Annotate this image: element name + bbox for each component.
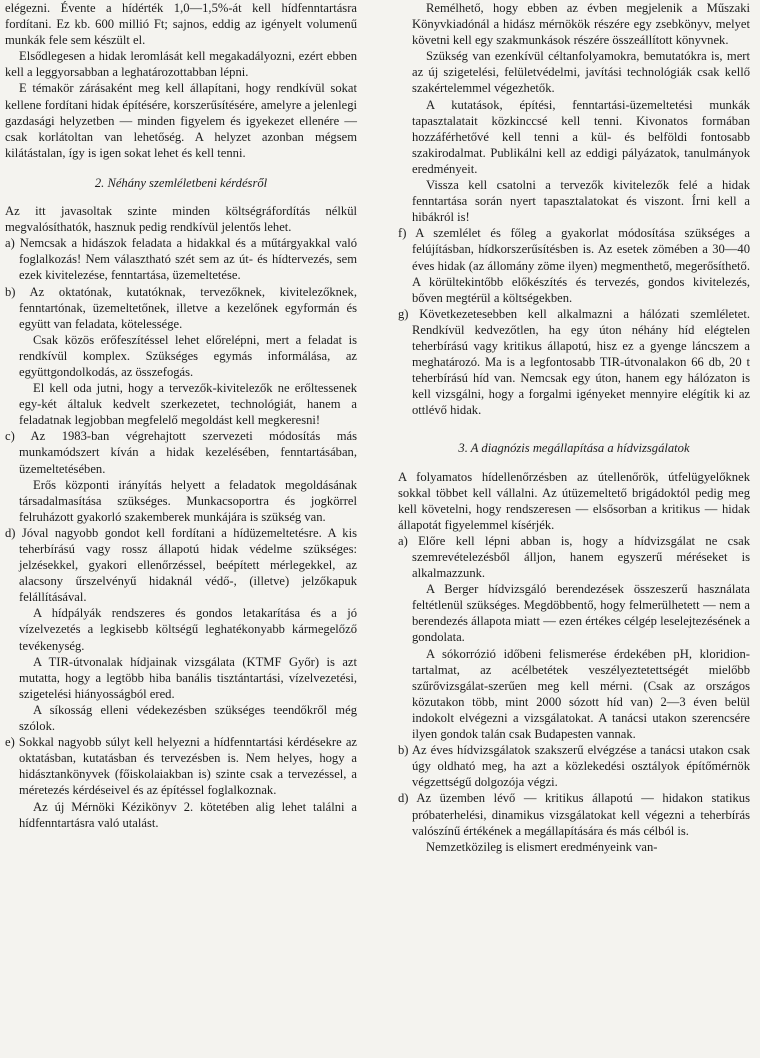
paragraph: Vissza kell csatolni a tervezők kivitelezők felé a hidak fenntartása során nyert tapasztalatokat és viszont. Írni kell a hibákról is! — [412, 178, 750, 225]
paragraph: El kell oda jutni, hogy a tervezők-kivitelezők ne erőltessenek egy-két általuk kedvelt szerkezetet, technológiát, hanem a feladatnak legjobban megfelelő megoldást kell megkeresni! — [19, 381, 357, 428]
right-column — [398, 0, 750, 855]
list-item: d) Az üzemben lévő — kritikus állapotú — hidakon statikus próbaterhelési, dinamikus vizsgálatokat kell végezni a teherbírás valószínű értékének a megállapítására és más célból is. — [398, 791, 750, 838]
paragraph: E témakör zárásaként meg kell állapítani, hogy rendkívül sokat kellene fordítani hidak építésére, korszerűsítésére, amelyre a jelenlegi gazdasági helyzetben — minden figyelem és igyekezet ellenére — csak korlátoltan van lehetőség. A helyzet azonban mégsem kilátástalan, így is igen sokat lehet és kell tenni. — [5, 81, 357, 160]
list-item: a) Nemcsak a hidászok feladata a hidakkal és a műtárgyakkal való foglalkozás! Nem választható szét sem az út- és hídtervezés, sem ezek kivitelezése, fenntartása, üzemeltetése. — [5, 236, 357, 283]
paragraph: A Berger hídvizsgáló berendezések összeszerű használata feltétlenül szükséges. Megdöbbentő, hogy felmerülhetett — nem a berendezés állapota miatt — ezen értékes célgép leselejtezésének a gondolata. — [412, 582, 750, 645]
paragraph: Csak közös erőfeszítéssel lehet előrelépni, mert a feladat is rendkívül komplex. Szükséges egymás informálása, az együttgondolkodás, az összefogás. — [19, 332, 357, 379]
section-heading: 2. Néhány szemléletbeni kérdésről — [94, 175, 268, 190]
paragraph: Erős központi irányítás helyett a feladatok megoldásának társadalmasítása szükséges. Munkacsoportra és jogkörrel felruházott gyakorló szakemberek munkájára is szükség van. — [19, 477, 357, 524]
paragraph: elégezni. Évente a hídérték 1,0—1,5%-át kell hídfenntartásra fordítani. Ez kb. 600 millió Ft; sajnos, eddig az igényelt volumenű munkák fele sem készült el. — [5, 1, 357, 48]
paragraph: Nemzetközileg is elismert eredményeink van- — [426, 839, 658, 854]
list-item: e) Sokkal nagyobb súlyt kell helyezni a hídfenntartási kérdésekre az oktatásban, kutatásban és tervezésben is. Nem helyes, hogy a hidásztankönyvek (főiskolaiakban is) szinte csak a tervezéssel, a méretezés kérdéseivel és az építéssel foglalkoznak. — [5, 735, 357, 798]
paragraph: A folyamatos hídellenőrzésben az útellenőrök, útfelügyelőknek sokkal többet kell vállalni. Az útüzemeltető brigádoktól pedig meg kell követelni, hogy rendszeresen — elsősorban a kritikus — hidak állapotát figyelemmel kísérjék. — [398, 469, 750, 532]
paragraph: A hídpályák rendszeres és gondos letakarítása és a jó vízelvezetés a legkisebb költségű leghatékonyabb kármegelőző tevékenység. — [19, 606, 357, 653]
list-item: f) A szemlélet és főleg a gyakorlat módosítása szükséges a felújításban, hídkorszerűsítésben is. Az esetek zömében a 30—40 éves hidak (az állomány zöme ilyen) megmenthető, megerősíthető. A körültekintőbb előkészítés és tervezés, gondos kivitelezés, bőven megtérül a költségekben. — [398, 226, 750, 305]
list-item: b) Az éves hídvizsgálatok szakszerű elvégzése a tanácsi utakon csak úgy oldható meg, ha azt a közlekedési osztályok építőmérnök végzettségű dolgozója végzi. — [398, 743, 750, 790]
paragraph: A síkosság elleni védekezésben szükséges teendőkről még szólok. — [19, 702, 357, 734]
paragraph: A kutatások, építési, fenntartási-üzemeltetési munkák tapasztalatait közkinccsé kell tenni. Kivonatos formában hozzáférhetővé kell tenni a kül- és belföldi fontosabb szakirodalmat. Publikálni kell az eddigi pályázatok, tanulmányok eredményeit. — [412, 97, 750, 176]
paragraph: Szükség van ezenkívül céltanfolyamokra, bemutatókra is, mert az új szigetelési, felületvédelmi, javítási technológiák csak kellő szakértelemmel végezhetők. — [412, 49, 750, 96]
paragraph: A sókorrózió időbeni felismerése érdekében pH, kloridion-tartalmat, az acélbetétek veszélyeztetettségét mielőbb szűrővizsgálat-szerűen meg kell mérni. (Csak az országos közutakon több, mint 2000 sózott híd van) 2—3 éven belül indokolt elvégezni a vizsgálatokat. A tanácsi utakon szerencsére ilyen gondok talán csak Budapesten vannak. — [412, 646, 750, 742]
paragraph: Remélhető, hogy ebben az évben megjelenik a Műszaki Könyvkiadónál a hidász mérnökök részére egy zsebkönyv, melyet követni kell egy szakmunkások részére összeállított könyvnek. — [412, 1, 750, 48]
paragraph: Az új Mérnöki Kézikönyv 2. kötetében alig lehet találni a hídfenntartásra való utalást. — [19, 799, 357, 830]
list-item: c) Az 1983-ban végrehajtott szervezeti módosítás más munkamódszert kíván a hidak kezelésében, fenntartásában, üzemeltetésében. — [5, 429, 357, 476]
left-column — [5, 0, 357, 831]
list-item: g) Következetesebben kell alkalmazni a hálózati szemléletet. Rendkívül kedvezőtlen, ha egy úton néhány híd elégtelen teherbírású vagy kritikus állapotú, hisz ez a gyenge láncszem a meghatározó. Ma is a legfontosabb TIR-útvonalakon 66 db, 20 t teherbírású híd van. Nemcsak egy úton, hanem egy hálózaton is kell vizsgálni, hogy a forgalmi igényeket mennyire elégítik ki az ottlévő hidak. — [398, 306, 750, 418]
section-heading: 3. A diagnózis megállapítása a hídvizsgálatok — [458, 441, 690, 456]
list-item: a) Előre kell lépni abban is, hogy a hídvizsgálat ne csak szemrevételezésből álljon, hanem egyszerű méréseket is alkalmazzunk. — [398, 533, 750, 581]
list-item: b) Az oktatónak, kutatóknak, tervezőknek, kivitelezőknek, fenntartónak, üzemeltetőnek, illetve a kezelőnek egyformán és együtt van feladata, kötelessége. — [5, 284, 357, 331]
paragraph: A TIR-útvonalak hídjainak vizsgálata (KTMF Győr) is azt mutatta, hogy a legtöbb hiba banális tisztántartási, vízelvezetési, szigetelési hiányosságból ered. — [19, 654, 357, 701]
paragraph: Elsődlegesen a hidak leromlását kell megakadályozni, ezért ebben kell a leggyorsabban a leghatározottabban lépni. — [5, 49, 357, 80]
list-item: d) Jóval nagyobb gondot kell fordítani a hídüzemeltetésre. A kis teherbírású vagy rossz állapotú hidak védelme szükséges: jelzésekkel, gyakori ellenőrzéssel, beépített mérlegekkel, az alacsony űrszelvényű hidaknál védő-, (illetve) jelzőkapuk felállításával. — [5, 525, 357, 605]
paragraph: Az itt javasoltak szinte minden költségráfordítás nélkül megvalósíthatók, hasznuk pedig rendkívül jelentős lehet. — [5, 204, 357, 235]
